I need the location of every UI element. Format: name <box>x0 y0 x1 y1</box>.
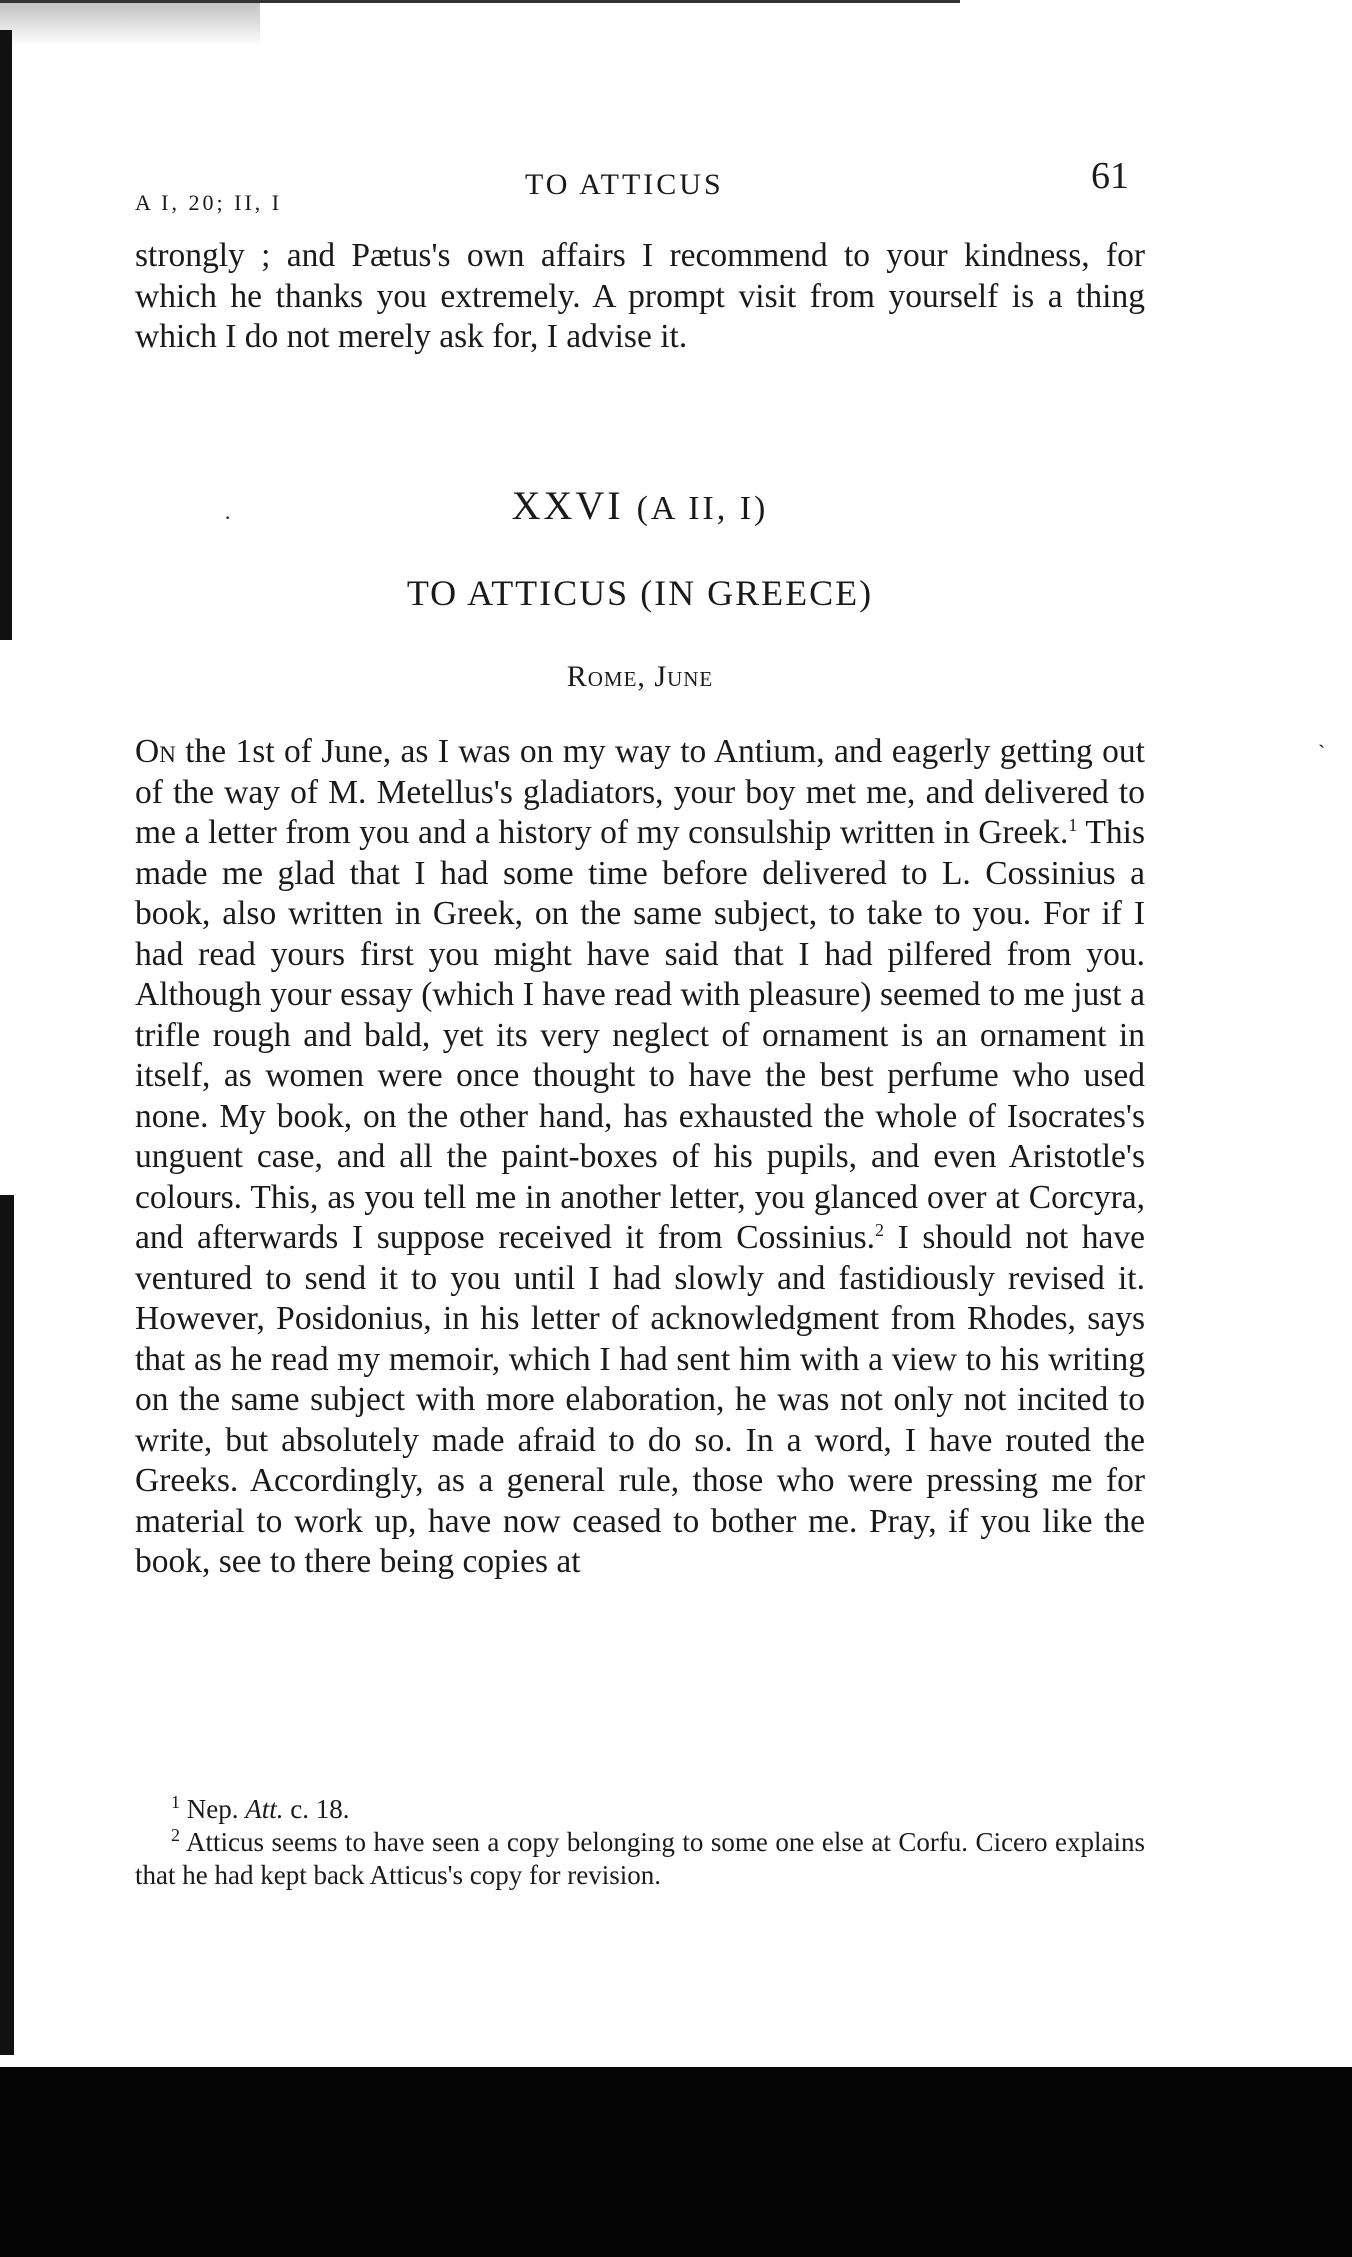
footnote-1-italic: Att. <box>245 1794 284 1824</box>
letter-heading <box>135 482 1145 529</box>
opening-word: On <box>135 733 176 770</box>
letter-reference: (A II, I) <box>636 490 769 527</box>
letter-body <box>135 732 1145 1583</box>
footnote-ref-1[interactable]: 1 <box>1068 814 1078 835</box>
letter-dateline: Rome, June <box>566 660 714 693</box>
scan-left-edge-lower <box>0 1195 14 2055</box>
continuation-paragraph: strongly ; and Pætus's own affairs I recommend to your kindness, for which he thanks you extremely. A prompt visit from yourself is a thing which I do not merely ask for, I advise it. <box>135 237 1145 355</box>
footnote-2-marker: 2 <box>171 1825 180 1845</box>
footnote-ref-2[interactable]: 2 <box>875 1219 884 1240</box>
page-number: 61 <box>1091 155 1129 197</box>
running-head <box>135 150 1145 215</box>
stray-mark: ` <box>1318 740 1326 765</box>
scan-top-rule <box>0 0 960 3</box>
body-text-part-2: This made me glad that I had some time before delivered to L. Cossinius a book, also written in Greek, on the same subject, to take to you. For if I had read yours first you might have said that I had pilfered from you. Although your essay (which I have read with pleasure) seemed to me just a trifle rough and bald, yet its very neglect of ornament is an ornament in itself, as women were once thought to have the best perfume who used none. My book, on the other hand, has exhausted the whole of Isocrates's unguent case, and all the paint-boxes of his pupils, and even Aristotle's colours. This, as you tell me in another letter, you glanced over at Corcyra, and afterwards I suppose received it from Cossinius. <box>135 814 1145 1256</box>
footnote-1 <box>135 1793 1145 1826</box>
body-text-part-1: the 1st of June, as I was on my way to Antium, and eagerly getting out of the way of M. Metellus's gladiators, your boy met me, and delivered to me a letter from you and a history of my consulship written in Greek. <box>135 733 1145 851</box>
letter-number: XXVI <box>511 483 624 528</box>
footnote-1-text-before: Nep. <box>180 1794 246 1824</box>
running-head-reference: A I, 20; II, I <box>135 190 283 215</box>
scan-smudge <box>0 0 260 46</box>
footnote-2 <box>135 1826 1145 1892</box>
footnote-1-marker: 1 <box>171 1792 180 1812</box>
scan-bottom-band <box>0 2067 1352 2257</box>
letter-title: TO ATTICUS (IN GREECE) <box>406 573 874 613</box>
body-text-part-3: I should not have ventured to send it to you until I had slowly and fastidiously revised it. However, Posidonius, in his letter of acknowledgment from Rhodes, says that as he read my memoir, which I had sent him with a view to his writing on the same subject with more elaboration, he was not only not incited to write, but absolutely made afraid to do so. In a word, I have routed the Greeks. Accordingly, as a general rule, those who were pressing me for material to work up, have now ceased to bother me. Pray, if you like the book, see to there being copies at <box>135 1219 1145 1580</box>
footnote-1-text-after: c. 18. <box>283 1794 350 1824</box>
footnotes <box>135 1793 1145 1892</box>
running-head-title: TO ATTICUS <box>525 168 724 201</box>
scan-left-edge-upper <box>0 30 12 640</box>
footnote-2-text: Atticus seems to have seen a copy belonging to some one else at Corfu. Cicero explains that he had kept back Atticus's copy for revision. <box>135 1827 1145 1890</box>
stray-mark: · <box>224 505 232 530</box>
